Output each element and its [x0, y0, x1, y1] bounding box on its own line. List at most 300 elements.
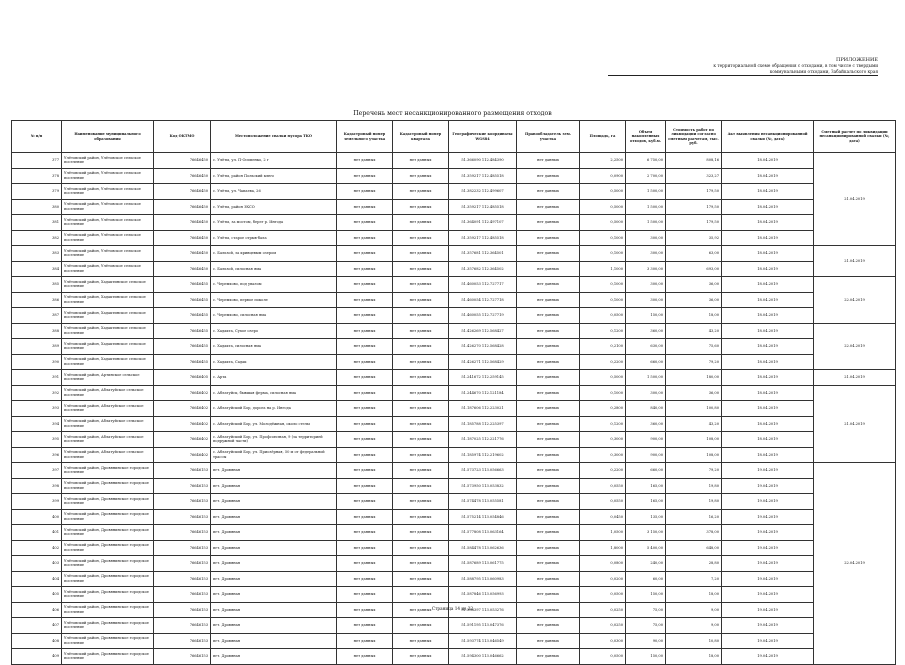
table-cell: Улётовский район, Артинское сельское поселение: [62, 370, 154, 386]
table-cell: пгт. Дровяная: [211, 571, 337, 587]
table-cell: 76646153: [154, 571, 211, 587]
table-cell: нет данных: [517, 447, 580, 463]
table-cell: 0,0200: [580, 571, 626, 587]
table-cell: 19.04.2019: [722, 587, 814, 603]
table-cell: 0,2800: [580, 401, 626, 417]
table-cell: 401: [12, 525, 62, 541]
table-cell: 1,8000: [580, 540, 626, 556]
table-cell: 409: [12, 649, 62, 665]
table-cell: 76646402: [154, 432, 211, 448]
table-cell: с. Бальзой, за кривцевым озером: [211, 246, 337, 262]
table-cell: 18.04.2019: [722, 370, 814, 386]
table-cell: с. Улёты, ул. Чапаева, 26: [211, 184, 337, 200]
table-cell: нет данных: [337, 494, 393, 510]
table-cell: Улётовский район, Дровянинское городское поселение: [62, 509, 154, 525]
table-cell: 398: [12, 478, 62, 494]
table-cell: 150,00: [626, 308, 666, 324]
table-cell: с. Улёты, район ЗКСО: [211, 199, 337, 215]
table-cell: 76646450: [154, 261, 211, 277]
table-row: [12, 184, 896, 200]
table-cell: пгт. Дровяная: [211, 478, 337, 494]
table-cell: 0,0500: [580, 308, 626, 324]
table-cell: 323,27: [666, 168, 722, 184]
table-cell: 2 700,00: [626, 168, 666, 184]
table-cell: нет данных: [393, 323, 449, 339]
table-cell: нет данных: [393, 587, 449, 603]
table-cell: нет данных: [393, 277, 449, 293]
table-cell: 150,00: [626, 649, 666, 665]
table-cell: 9,00: [666, 618, 722, 634]
table-cell: 0,2200: [580, 463, 626, 479]
table-cell: 43,20: [666, 416, 722, 432]
table-cell: 7,20: [666, 571, 722, 587]
table-cell: 19.04.2019: [722, 602, 814, 618]
table-cell: 1,0500: [580, 525, 626, 541]
table-cell: нет данных: [393, 215, 449, 231]
table-cell: нет данных: [393, 339, 449, 355]
table-cell: 179,50: [666, 215, 722, 231]
table-cell: пгт. Дровяная: [211, 587, 337, 603]
table-row: [12, 168, 896, 184]
table-cell: нет данных: [337, 215, 393, 231]
table-cell: нет данных: [337, 246, 393, 262]
table-cell: 0,0800: [580, 556, 626, 572]
table-row: [12, 292, 896, 308]
table-cell: с. Улёты, старое отрыв-бала: [211, 230, 337, 246]
table-cell: нет данных: [337, 230, 393, 246]
table-cell: нет данных: [393, 308, 449, 324]
table-cell: 404: [12, 571, 62, 587]
table-cell: 394: [12, 416, 62, 432]
table-cell: 18,00: [666, 587, 722, 603]
table-cell: 2,2500: [580, 153, 626, 169]
table-cell: нет данных: [517, 463, 580, 479]
table-cell: 165,00: [626, 478, 666, 494]
estimate-cell: 21.04.2019: [814, 370, 896, 386]
table-cell: нет данных: [517, 571, 580, 587]
column-header: Акт выявления несанкционированной свалки (№, дата): [722, 121, 814, 153]
table-cell: 36,00: [666, 277, 722, 293]
table-row: [12, 385, 896, 401]
table-cell: пгт. Дровяная: [211, 556, 337, 572]
table-cell: 18.04.2019: [722, 261, 814, 277]
table-cell: 76646153: [154, 649, 211, 665]
table-cell: 51.460055 112.727719: [449, 308, 517, 324]
table-cell: 300,00: [626, 385, 666, 401]
table-cell: 382: [12, 230, 62, 246]
table-cell: с. Черемхово, под увалом: [211, 277, 337, 293]
column-header: № п/п: [12, 121, 62, 153]
table-cell: 6 750,00: [626, 153, 666, 169]
table-cell: нет данных: [337, 370, 393, 386]
table-row: [12, 323, 896, 339]
table-body: [12, 153, 896, 665]
table-cell: 16,20: [666, 509, 722, 525]
table-cell: 60,00: [626, 571, 666, 587]
table-cell: 18.04.2019: [722, 432, 814, 448]
table-cell: 0,0500: [580, 649, 626, 665]
table-cell: нет данных: [517, 509, 580, 525]
table-cell: 300,00: [626, 246, 666, 262]
table-cell: нет данных: [337, 571, 393, 587]
table-cell: нет данных: [517, 215, 580, 231]
table-row: [12, 463, 896, 479]
table-cell: 51.460053 112.727717: [449, 277, 517, 293]
table-cell: 51.575214 113.054846: [449, 509, 517, 525]
table-cell: 1 500,00: [626, 370, 666, 386]
table-cell: 75,60: [666, 339, 722, 355]
table-cell: 51.241672 112.259145: [449, 370, 517, 386]
table-cell: Улётовский район, Аблатуйское сельское поселение: [62, 432, 154, 448]
table-cell: нет данных: [337, 385, 393, 401]
table-cell: Улётовский район, Дровянинское городское поселение: [62, 478, 154, 494]
table-cell: 395: [12, 432, 62, 448]
table-cell: нет данных: [393, 354, 449, 370]
table-cell: 0,0550: [580, 478, 626, 494]
table-cell: нет данных: [337, 540, 393, 556]
table-cell: 392: [12, 385, 62, 401]
table-cell: нет данных: [337, 525, 393, 541]
table-cell: нет данных: [517, 184, 580, 200]
table-cell: Улётовский район, Дровянинское городское поселение: [62, 463, 154, 479]
table-cell: 19.04.2019: [722, 494, 814, 510]
table-row: [12, 215, 896, 231]
table-cell: нет данных: [393, 292, 449, 308]
table-cell: 18.04.2019: [722, 354, 814, 370]
table-cell: нет данных: [337, 633, 393, 649]
table-cell: 76646402: [154, 447, 211, 463]
table-cell: 399: [12, 494, 62, 510]
table-row: [12, 478, 896, 494]
table-cell: 19.04.2019: [722, 618, 814, 634]
table-cell: с. Аблатуйский Бор, дорога на р. Ингода: [211, 401, 337, 417]
table-row: [12, 308, 896, 324]
column-header: Площадь, га: [580, 121, 626, 153]
table-cell: 900,00: [626, 432, 666, 448]
table-cell: с. Улёты, за мостом, берег р. Ингода: [211, 215, 337, 231]
table-cell: пгт. Дровяная: [211, 540, 337, 556]
table-cell: 405: [12, 587, 62, 603]
table-cell: нет данных: [337, 587, 393, 603]
table-cell: 403: [12, 556, 62, 572]
table-cell: Улётовский район, Дровянинское городское поселение: [62, 556, 154, 572]
table-cell: 150,00: [626, 587, 666, 603]
table-cell: Улётовский район, Хадактинское сельское поселение: [62, 308, 154, 324]
table-cell: нет данных: [393, 525, 449, 541]
table-cell: 51.187025 112.221776: [449, 432, 517, 448]
table-cell: нет данных: [393, 246, 449, 262]
table-cell: нет данных: [393, 478, 449, 494]
dump-sites-table: [11, 120, 896, 665]
table-cell: Улётовский район, Улётовское сельское поселение: [62, 153, 154, 169]
table-cell: 0,3000: [580, 447, 626, 463]
table-cell: Улётовский район, Улётовское сельское поселение: [62, 246, 154, 262]
table-cell: 76646450: [154, 184, 211, 200]
table-cell: 1,1000: [580, 261, 626, 277]
table-cell: с. Улёты, район Польский ключ: [211, 168, 337, 184]
table-cell: 406: [12, 602, 62, 618]
table-cell: Улётовский район, Улётовское сельское поселение: [62, 215, 154, 231]
table-cell: нет данных: [337, 153, 393, 169]
table-row: [12, 153, 896, 169]
table-cell: 0,5000: [580, 184, 626, 200]
table-row: [12, 277, 896, 293]
column-header: Сметный расчет по ликвидации несанкционированной свалки (№, дата): [814, 121, 896, 153]
table-cell: с. Арта: [211, 370, 337, 386]
table-cell: 108,00: [666, 432, 722, 448]
table-cell: нет данных: [517, 478, 580, 494]
table-cell: 240,00: [626, 556, 666, 572]
table-cell: 360,00: [626, 323, 666, 339]
table-cell: 51.185788 112.225397: [449, 416, 517, 432]
table-cell: пгт. Дровяная: [211, 494, 337, 510]
table-cell: 18.04.2019: [722, 339, 814, 355]
table-cell: 51.426271 112.568429: [449, 354, 517, 370]
table-cell: нет данных: [337, 649, 393, 665]
table-cell: Улётовский район, Дровянинское городское поселение: [62, 633, 154, 649]
table-cell: 660,00: [626, 354, 666, 370]
table-cell: 76646450: [154, 168, 211, 184]
table-cell: 51.593774 113.046549: [449, 633, 517, 649]
table-cell: с. Черемхово, первое поколе: [211, 292, 337, 308]
table-cell: 18.04.2019: [722, 292, 814, 308]
estimate-cell: 21.04.2019: [814, 153, 896, 246]
table-cell: 51.357682 112.364502: [449, 261, 517, 277]
table-cell: 76646405: [154, 370, 211, 386]
column-header: Географические координаты WGS84: [449, 121, 517, 153]
table-cell: 378,00: [666, 525, 722, 541]
table-cell: 76646153: [154, 463, 211, 479]
table-cell: 18.04.2019: [722, 308, 814, 324]
table-cell: нет данных: [517, 649, 580, 665]
table-cell: нет данных: [517, 199, 580, 215]
table-cell: 76646153: [154, 556, 211, 572]
table-cell: 51.359217 112.485518: [449, 199, 517, 215]
table-cell: нет данных: [393, 230, 449, 246]
table-row: [12, 261, 896, 277]
table-cell: Улётовский район, Дровянинское городское поселение: [62, 525, 154, 541]
table-cell: нет данных: [393, 447, 449, 463]
table-cell: нет данных: [517, 230, 580, 246]
column-header: Местоположение свалки мусора ТКО: [211, 121, 337, 153]
table-cell: 0,5000: [580, 370, 626, 386]
table-cell: 384: [12, 261, 62, 277]
table-cell: 840,00: [626, 401, 666, 417]
table-cell: 79,20: [666, 354, 722, 370]
table-cell: Улётовский район, Улётовское сельское поселение: [62, 230, 154, 246]
table-cell: 393: [12, 401, 62, 417]
table-row: [12, 339, 896, 355]
table-cell: 36,00: [666, 385, 722, 401]
column-header: Правообладатель зем. участка: [517, 121, 580, 153]
table-row: [12, 540, 896, 556]
table-cell: 0,1200: [580, 323, 626, 339]
table-cell: 381: [12, 215, 62, 231]
table-cell: 75,00: [626, 618, 666, 634]
table-cell: 76646450: [154, 199, 211, 215]
table-cell: 0,1000: [580, 277, 626, 293]
table-cell: 51.584478 113.062636: [449, 540, 517, 556]
table-cell: нет данных: [337, 168, 393, 184]
table-row: [12, 370, 896, 386]
table-cell: Улётовский район, Дровянинское городское поселение: [62, 587, 154, 603]
table-cell: 18.04.2019: [722, 199, 814, 215]
table-cell: 51.364091 112.497107: [449, 215, 517, 231]
table-cell: нет данных: [517, 432, 580, 448]
table-cell: нет данных: [393, 370, 449, 386]
table-cell: 18.04.2019: [722, 323, 814, 339]
table-cell: 391: [12, 370, 62, 386]
table-cell: нет данных: [393, 168, 449, 184]
table-cell: 76646450: [154, 246, 211, 262]
column-header: Наименование муниципального образования: [62, 121, 154, 153]
table-cell: нет данных: [517, 370, 580, 386]
table-cell: нет данных: [337, 602, 393, 618]
table-cell: 76646455: [154, 323, 211, 339]
table-cell: с. Хадакта, Сухое озеро: [211, 323, 337, 339]
table-cell: 76646153: [154, 509, 211, 525]
table-cell: 76646153: [154, 587, 211, 603]
table-cell: Улётовский район, Аблатуйское сельское поселение: [62, 385, 154, 401]
table-cell: нет данных: [517, 556, 580, 572]
column-header: Кадастровый номер квартала: [393, 121, 449, 153]
table-row: [12, 354, 896, 370]
table-cell: 76646153: [154, 602, 211, 618]
table-cell: 300,00: [626, 230, 666, 246]
estimate-cell: 22.04.2019: [814, 463, 896, 665]
table-row: [12, 633, 896, 649]
table-cell: 396: [12, 447, 62, 463]
table-cell: 0,5000: [580, 215, 626, 231]
table-cell: 18.04.2019: [722, 385, 814, 401]
table-cell: 10,80: [666, 633, 722, 649]
table-cell: пгт. Дровяная: [211, 525, 337, 541]
table-cell: 51.366090 112.484390: [449, 153, 517, 169]
table-cell: нет данных: [517, 323, 580, 339]
table-row: [12, 587, 896, 603]
table-cell: 135,00: [626, 509, 666, 525]
estimate-cell: 21.04.2019: [814, 246, 896, 277]
table-cell: 51.573950 113.053832: [449, 478, 517, 494]
table-cell: 0,0550: [580, 494, 626, 510]
table-row: [12, 447, 896, 463]
table-cell: нет данных: [517, 246, 580, 262]
table-cell: пгт. Дровяная: [211, 649, 337, 665]
table-cell: 300,00: [626, 292, 666, 308]
table-cell: 18,00: [666, 649, 722, 665]
table-cell: нет данных: [337, 463, 393, 479]
table-cell: 18.04.2019: [722, 416, 814, 432]
table-cell: 0,1000: [580, 246, 626, 262]
table-cell: 0,5000: [580, 199, 626, 215]
table-cell: нет данных: [393, 633, 449, 649]
table-row: [12, 230, 896, 246]
table-cell: 76646402: [154, 401, 211, 417]
table-cell: пгт. Дровяная: [211, 602, 337, 618]
table-row: [12, 618, 896, 634]
table-cell: 360,00: [626, 416, 666, 432]
table-cell: 0,3000: [580, 432, 626, 448]
appendix-title: ПРИЛОЖЕНИЕ: [836, 57, 878, 63]
table-cell: Улётовский район, Улётовское сельское поселение: [62, 261, 154, 277]
table-cell: 165,00: [626, 494, 666, 510]
table-cell: нет данных: [517, 277, 580, 293]
table-cell: 388: [12, 323, 62, 339]
table-cell: 383: [12, 246, 62, 262]
table-cell: 380: [12, 199, 62, 215]
table-cell: 630,00: [626, 339, 666, 355]
table-cell: 397: [12, 463, 62, 479]
table-cell: 51.588397 113.053276: [449, 602, 517, 618]
table-cell: 19.04.2019: [722, 633, 814, 649]
table-row: [12, 416, 896, 432]
table-cell: 389: [12, 339, 62, 355]
table-cell: 0,2200: [580, 354, 626, 370]
table-cell: пгт. Дровяная: [211, 618, 337, 634]
table-cell: 300,00: [626, 277, 666, 293]
table-row: [12, 401, 896, 417]
table-cell: 18,00: [666, 308, 722, 324]
table-cell: нет данных: [517, 618, 580, 634]
table-row: [12, 432, 896, 448]
table-cell: 108,00: [666, 447, 722, 463]
table-cell: 407: [12, 618, 62, 634]
table-cell: 18.04.2019: [722, 447, 814, 463]
table-cell: 19.04.2019: [722, 556, 814, 572]
table-cell: 18.04.2019: [722, 277, 814, 293]
table-cell: 63,00: [666, 246, 722, 262]
appendix-line: коммунальными отходами, Забайкальского края: [608, 69, 878, 75]
table-cell: 693,00: [666, 261, 722, 277]
table-cell: с. Аблатуйский Бор, ул. Молодёжная, около стелы: [211, 416, 337, 432]
table-cell: 51.577808 113.063164: [449, 525, 517, 541]
table-cell: Улётовский район, Дровянинское городское поселение: [62, 540, 154, 556]
table-cell: 35,92: [666, 230, 722, 246]
table-cell: 19.04.2019: [722, 571, 814, 587]
table-cell: 179,50: [666, 184, 722, 200]
table-cell: 76646455: [154, 308, 211, 324]
table-cell: 90,00: [626, 633, 666, 649]
table-cell: 18.04.2019: [722, 153, 814, 169]
table-cell: 3 150,00: [626, 525, 666, 541]
table-cell: 51.588795 113.060983: [449, 571, 517, 587]
table-cell: 0,0900: [580, 168, 626, 184]
table-row: [12, 556, 896, 572]
table-cell: Улётовский район, Дровянинское городское поселение: [62, 649, 154, 665]
table-cell: 0,1000: [580, 292, 626, 308]
appendix-block: [608, 58, 878, 76]
table-cell: нет данных: [517, 401, 580, 417]
column-header: Стоимость работ по ликвидации согласно сметным расчетам, тыс. руб.: [666, 121, 722, 153]
table-cell: нет данных: [337, 556, 393, 572]
table-cell: нет данных: [517, 261, 580, 277]
estimate-cell: 21.04.2019: [814, 385, 896, 463]
table-cell: нет данных: [337, 339, 393, 355]
estimate-cell: 22.04.2019: [814, 277, 896, 324]
table-cell: нет данных: [337, 416, 393, 432]
table-cell: 76646450: [154, 215, 211, 231]
table-cell: Улётовский район, Дровянинское городское поселение: [62, 618, 154, 634]
table-cell: 51.594300 113.046662: [449, 649, 517, 665]
table-cell: нет данных: [337, 184, 393, 200]
table-cell: 0,1200: [580, 416, 626, 432]
table-cell: 3 300,00: [626, 261, 666, 277]
table-cell: 18.04.2019: [722, 230, 814, 246]
table-cell: нет данных: [337, 323, 393, 339]
table-row: [12, 509, 896, 525]
table-cell: Улётовский район, Дровянинское городское поселение: [62, 602, 154, 618]
table-cell: Улётовский район, Хадактинское сельское поселение: [62, 339, 154, 355]
